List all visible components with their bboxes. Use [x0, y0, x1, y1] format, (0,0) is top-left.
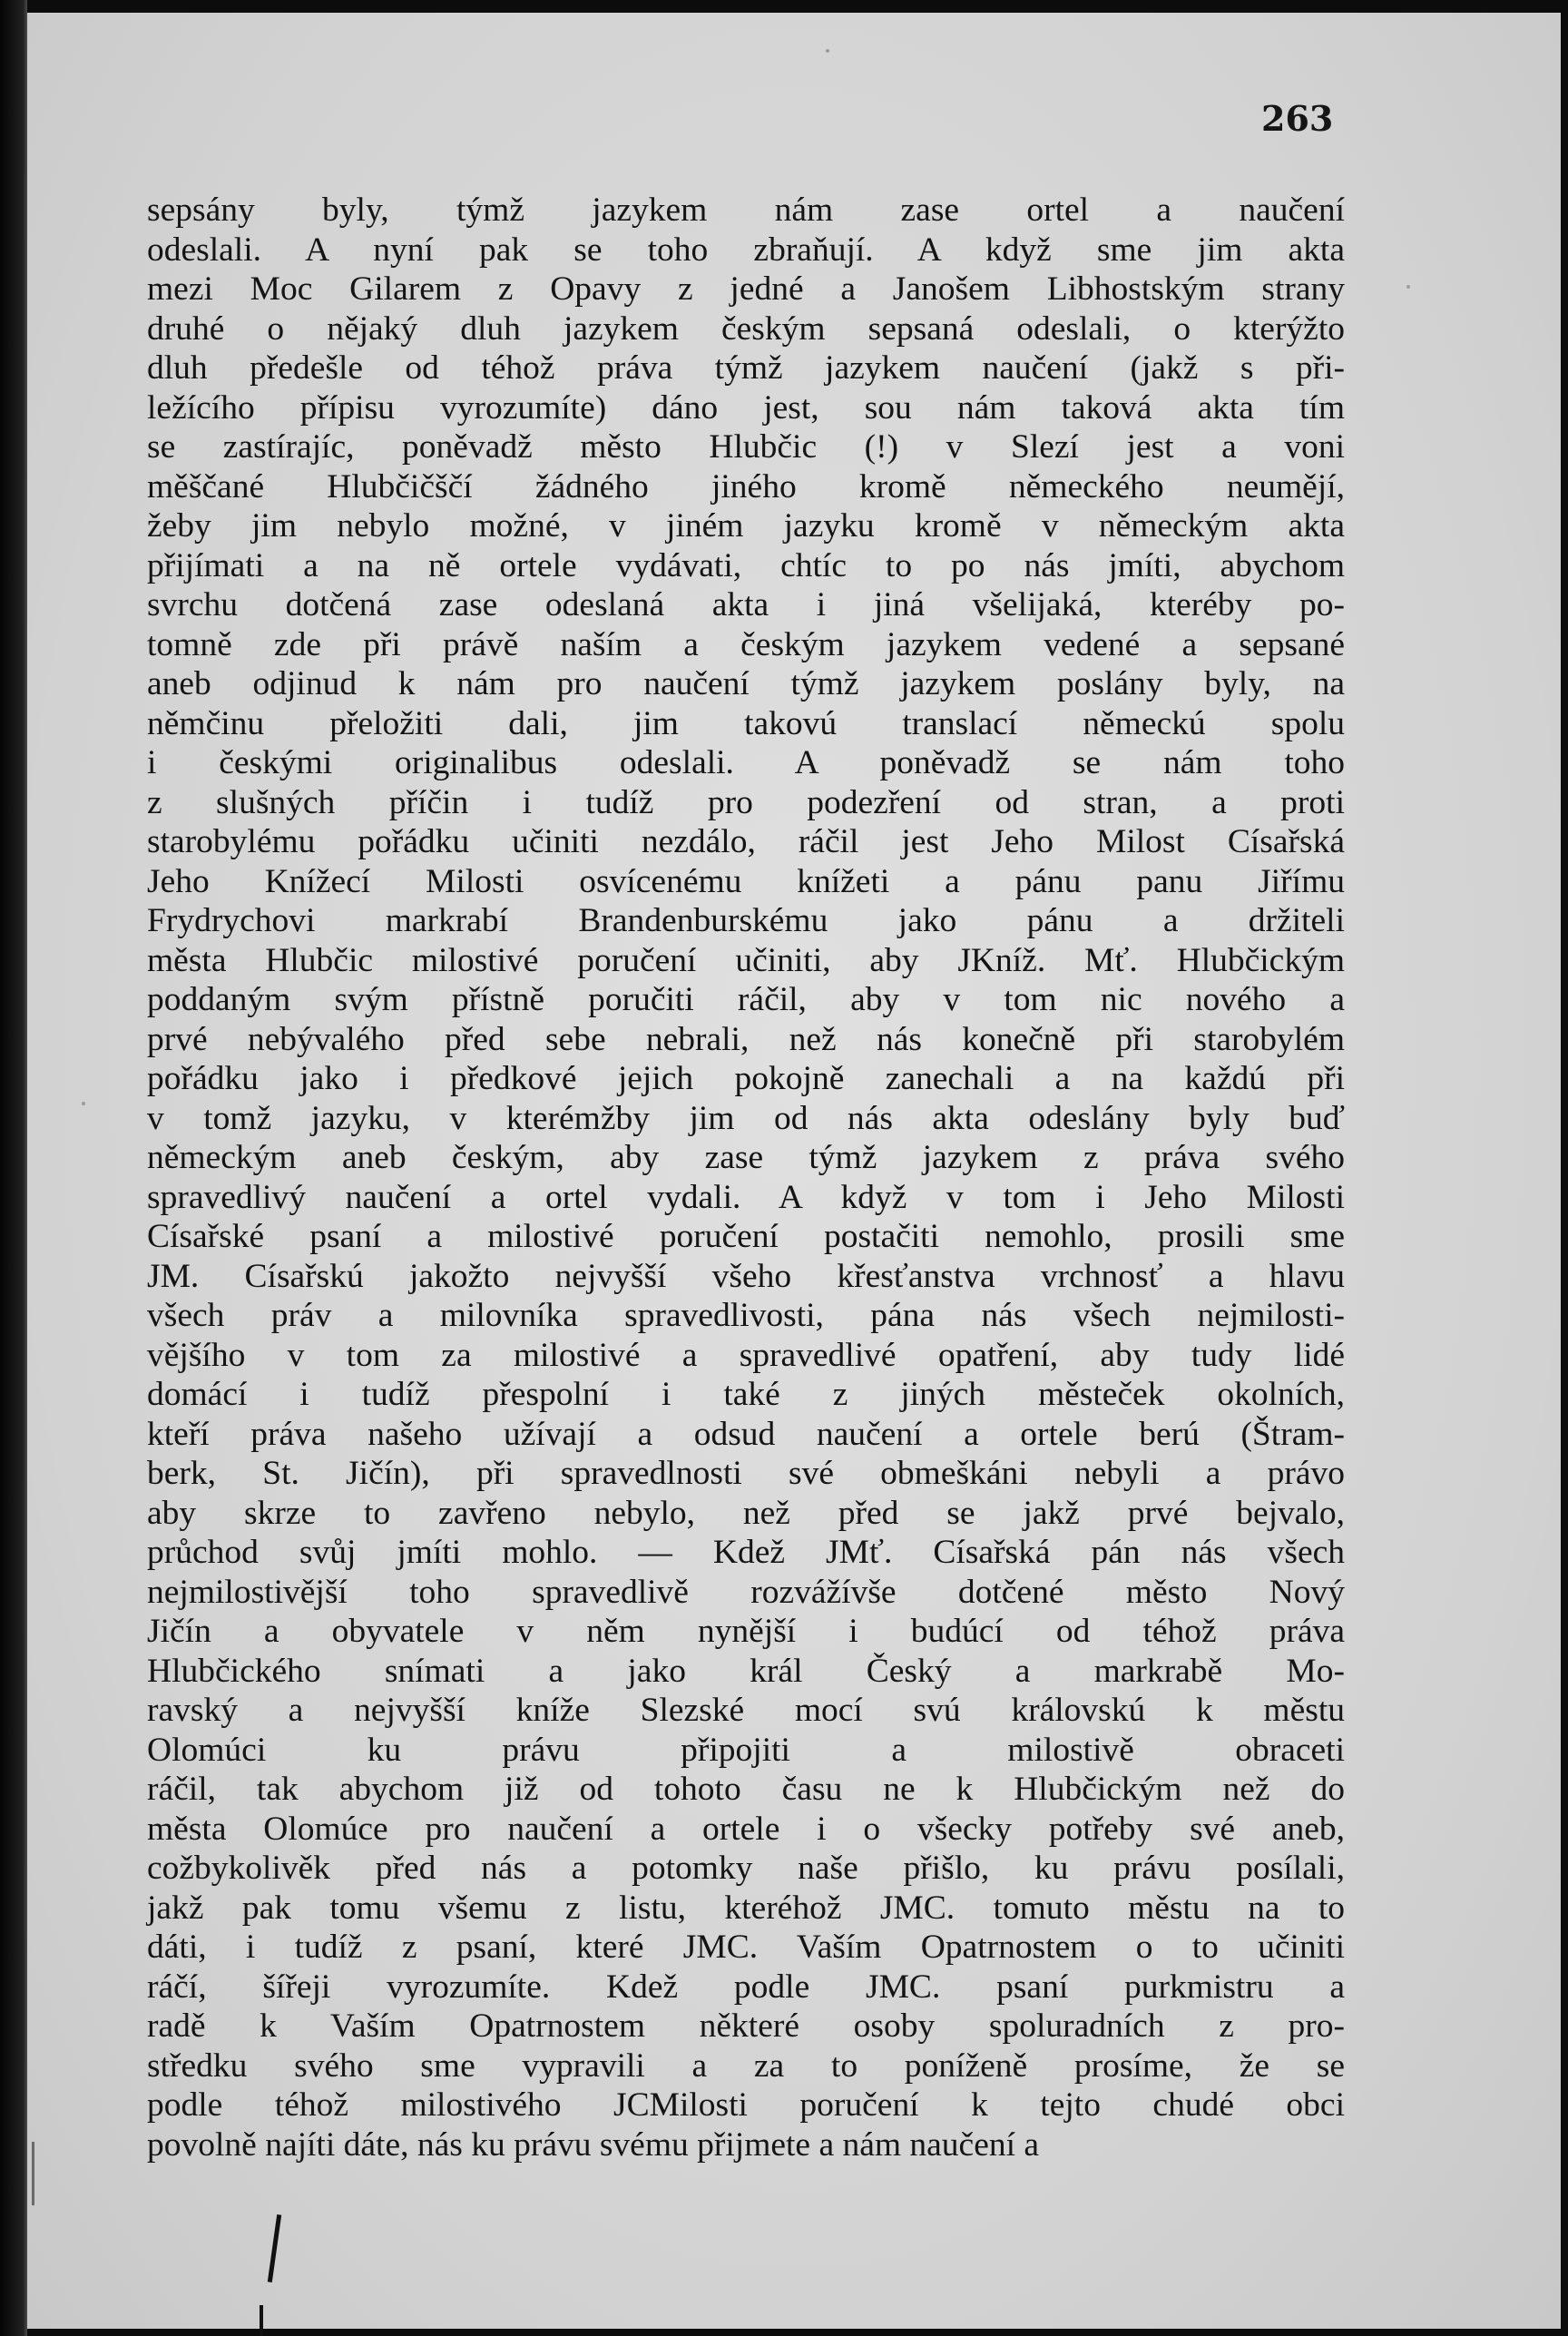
text-line: Hlubčického snímati a jako král Český a markrabě Mo-	[147, 1652, 1345, 1690]
text-line: aneb odjinud k nám pro naučení týmž jazykem poslány byly, na	[147, 665, 1345, 702]
text-line: pořádku jako i předkové jejich pokojně zanechali a na každú při	[147, 1060, 1345, 1097]
text-line: Jeho Knížecí Milosti osvícenému knížeti a pánu panu Jiřímu	[147, 862, 1345, 900]
text-line: z slušných příčin i tudíž pro podezření od stran, a proti	[147, 783, 1345, 821]
text-line: sepsány byly, týmž jazykem nám zase ortel a naučení	[147, 191, 1345, 229]
text-line: přijímati a na ně ortele vydávati, chtíc to po nás jmíti, abychom	[147, 546, 1345, 584]
text-line: středku svého sme vypravili a za to poníženě prosíme, že se	[147, 2046, 1345, 2085]
text-line: prvé nebývalého před sebe nebrali, než nás konečně při starobylém	[147, 1020, 1345, 1058]
text-line: měščané Hlubčičščí žádného jiného kromě německého neumějí,	[147, 467, 1345, 505]
text-line: cožbykolivěk před nás a potomky naše přišlo, ku právu posílali,	[147, 1850, 1345, 1887]
text-line: ravský a nejvyšší kníže Slezské mocí svú královskú k městu	[147, 1692, 1345, 1729]
text-line: nejmilostivější toho spravedlivě rozvážívše dotčené město Nový	[147, 1573, 1345, 1611]
scan-left-edge	[0, 0, 27, 2336]
body-text	[147, 191, 1345, 2164]
text-line: Olomúci ku právu připojiti a milostivě obraceti	[147, 1731, 1345, 1769]
text-line: berk, St. Jičín), při spravedlnosti své obmeškáni nebyli a právo	[147, 1455, 1345, 1492]
text-line: města Hlubčic milostivé poručení učiniti, aby JKníž. Mť. Hlubčickým	[147, 941, 1345, 979]
text-line: města Olomúce pro naučení a ortele i o všecky potřeby své aneb,	[147, 1810, 1345, 1848]
text-line: tomně zde při právě naším a českým jazykem vedené a sepsané	[147, 625, 1345, 663]
text-line: druhé o nějaký dluh jazykem českým sepsaná odeslali, o kterýžto	[147, 309, 1345, 348]
page-number: 263	[1261, 98, 1334, 139]
text-line: Jičín a obyvatele v něm nynější i budúcí od téhož práva	[147, 1613, 1345, 1650]
text-line: jakž pak tomu všemu z listu, kteréhož JMC. tomuto městu na to	[147, 1889, 1345, 1927]
text-line: spravedlivý naučení a ortel vydali. A když v tom i Jeho Milosti	[147, 1178, 1345, 1216]
text-line: průchod svůj jmíti mohlo. — Kdež JMť. Císařská pán nás všech	[147, 1534, 1345, 1571]
text-line: kteří práva našeho užívají a odsud naučení a ortele berú (Štram-	[147, 1415, 1345, 1453]
text-line: podle téhož milostivého JCMilosti poručení k tejto chudé obci	[147, 2086, 1345, 2124]
text-line: ráčil, tak abychom již od tohoto času ne k Hlubčickým než do	[147, 1771, 1345, 1808]
text-line: se zastírajíc, poněvadž město Hlubčic (!) v Slezí jest a voni	[147, 428, 1345, 466]
text-line: dáti, i tudíž z psaní, které JMC. Vaším Opatrnostem o to učiniti	[147, 1929, 1345, 1966]
text-line: i českými originalibus odeslali. A poněvadž se nám toho	[147, 744, 1345, 781]
text-line: vějšího v tom za milostivé a spravedlivé opatření, aby tudy lidé	[147, 1336, 1345, 1374]
text-line: svrchu dotčená zase odeslaná akta i jiná všelijaká, kteréby po-	[147, 586, 1345, 623]
text-line: ležícího přípisu vyrozumíte) dáno jest, sou nám taková akta tím	[147, 388, 1345, 427]
text-line: starobylému pořádku učiniti nezdálo, ráčil jest Jeho Milost Císařská	[147, 823, 1345, 860]
text-line: Frydrychovi markrabí Brandenburskému jako pánu a držiteli	[147, 902, 1345, 939]
text-line: ráčí, šířeji vyrozumíte. Kdež podle JMC. psaní purkmistru a	[147, 1968, 1345, 2006]
text-line: dluh předešle od téhož práva týmž jazykem naučení (jakž s při-	[147, 349, 1345, 387]
text-line: němčinu přeložiti dali, jim takovú translací německú spolu	[147, 704, 1345, 742]
text-line: všech práv a milovníka spravedlivosti, pána nás všech nejmilosti-	[147, 1297, 1345, 1334]
text-line: aby skrze to zavřeno nebylo, než před se jakž prvé bejvalo,	[147, 1494, 1345, 1532]
text-line: domácí i tudíž přespolní i také z jiných městeček okolních,	[147, 1376, 1345, 1413]
text-line: mezi Moc Gilarem z Opavy z jedné a Janošem Libhostským strany	[147, 270, 1345, 308]
margin-pen-stroke	[260, 2305, 263, 2336]
text-line: Císařské psaní a milostivé poručení postačiti nemohlo, prosili sme	[147, 1218, 1345, 1255]
text-line: německým aneb českým, aby zase týmž jazykem z práva svého	[147, 1139, 1345, 1176]
text-line: žeby jim nebylo možné, v jiném jazyku kromě v německým akta	[147, 507, 1345, 545]
text-line: JM. Císařskú jakožto nejvyšší všeho křesťanstva vrchnosť a hlavu	[147, 1257, 1345, 1295]
text-line: odeslali. A nyní pak se toho zbraňují. A když sme jim akta	[147, 231, 1345, 269]
margin-scratch-mark	[32, 2142, 34, 2205]
text-line: poddaným svým přístně poručiti ráčil, aby v tom nic nového a	[147, 981, 1345, 1018]
text-line: povolně najíti dáte, nás ku právu svému přijmete a nám naučení a	[147, 2125, 1040, 2164]
text-line: v tomž jazyku, v kterémžby jim od nás akta odeslány byly buď	[147, 1099, 1345, 1137]
text-line: radě k Vaším Opatrnostem některé osoby spoluradních z pro-	[147, 2007, 1345, 2045]
